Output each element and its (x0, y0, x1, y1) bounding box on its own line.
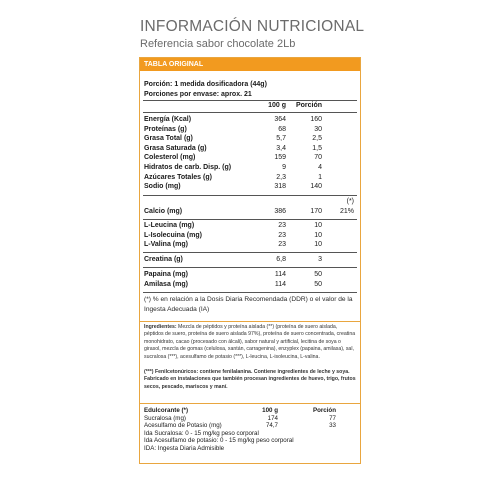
calcium-block (144, 197, 356, 216)
sweetener-note: Ida Sucralosa: 0 - 15 mg/kg peso corporal (144, 429, 259, 437)
ingredients-label: Ingredientes: (144, 324, 177, 330)
ingredients-text: Ingredientes: Mezcla de péptidos y proteína aislada (**) (proteína de suero aislada, péptidos de suero, proteína de suero aislada 97%), proteína de suero concentrada, creatina monohidrato, cacao (procesado con álcali), sabor natural y artificial, lecitina de soya o girasol, mezcla de gomas (celulosa, xantán, carragenina), enzyplex (papaina, amilasa), sal, sucralosa (***), acesulfamo de potasio (***), L-leucina, L-isoleucina, L-valina. (144, 324, 356, 360)
divider (143, 252, 357, 253)
sweeteners-block (144, 407, 356, 453)
table-header-bar: TABLA ORIGINAL (140, 58, 360, 71)
table-row: Creatina (g) 6,8 3 (144, 256, 322, 263)
table-row: Energía (Kcal) 364 160 (144, 116, 322, 123)
column-headers (144, 101, 356, 111)
page-title: INFORMACIÓN NUTRICIONAL (140, 18, 365, 35)
section-divider (140, 321, 360, 322)
allergen-warning: (***) Fenilcetonúricos: contiene fenilalanina. Contiene ingredientes de leche y soya. Fabricado en instalaciones que también procesan ingredientes de huevo, trigo, frutos secos, pescado, mariscos y maní. (144, 369, 356, 390)
table-row: Papaina (mg) 114 50 (144, 271, 322, 278)
divider (143, 112, 357, 113)
sweetener-note: IDA: Ingesta Diaria Admisible (144, 444, 225, 452)
table-row: Sodio (mg) 318 140 (144, 183, 322, 191)
table-row: Grasa Saturada (g) 3,4 1,5 (144, 144, 322, 152)
divider (143, 195, 357, 196)
divider (143, 267, 357, 268)
table-row: Amilasa (mg) 114 50 (144, 280, 322, 288)
column-header-portion: Porción (295, 102, 322, 109)
amino-acids-group (144, 221, 356, 250)
table-row: L-Leucina (mg) 23 10 (144, 222, 322, 229)
nutrition-panel (139, 57, 361, 464)
serving-size: Porción: 1 medida dosificadora (44g) (144, 81, 267, 88)
table-row: Acesulfamo de Potasio (mg) 74,7 33 (144, 422, 336, 430)
servings-per-container: Porciones por envase: aprox. 21 (144, 90, 252, 98)
table-row: Calcio (mg) 386 170 21% (144, 207, 354, 215)
table-row: Azúcares Totales (g) 2,3 1 (144, 173, 322, 181)
enzymes-group (144, 270, 356, 289)
nutrients-group-1 (144, 115, 356, 192)
divider (143, 219, 357, 220)
column-header-100g: 100 g (268, 102, 286, 109)
idr-marker: (*) (346, 198, 354, 205)
creatine-block (144, 255, 356, 265)
sweeteners-header: Edulcorante (*) 100 g Porción (144, 407, 336, 414)
table-row: Hidratos de carb. Disp. (g) 9 4 (144, 163, 322, 171)
table-row: Sucralosa (mg) 174 77 (144, 414, 336, 422)
divider (143, 292, 357, 293)
page-subtitle: Referencia sabor chocolate 2Lb (140, 38, 296, 50)
section-divider (140, 403, 360, 404)
header (140, 18, 370, 51)
serving-info (144, 80, 356, 99)
sweetener-note: Ida Acesulfamo de potasio: 0 - 15 mg/kg peso corporal (144, 437, 294, 445)
table-row: Proteínas (g) 68 30 (144, 125, 322, 133)
table-row: L-Isolecuina (mg) 23 10 (144, 231, 322, 239)
table-row: Grasa Total (g) 5,7 2,5 (144, 135, 322, 143)
table-row: Colesterol (mg) 159 70 (144, 154, 322, 162)
table-row: L-Valina (mg) 23 10 (144, 241, 322, 249)
idr-footnote: (*) % en relación a la Dosis Diaria Recomendada (DDR) o el valor de la Ingesta Adecuada (IA) (144, 296, 353, 313)
